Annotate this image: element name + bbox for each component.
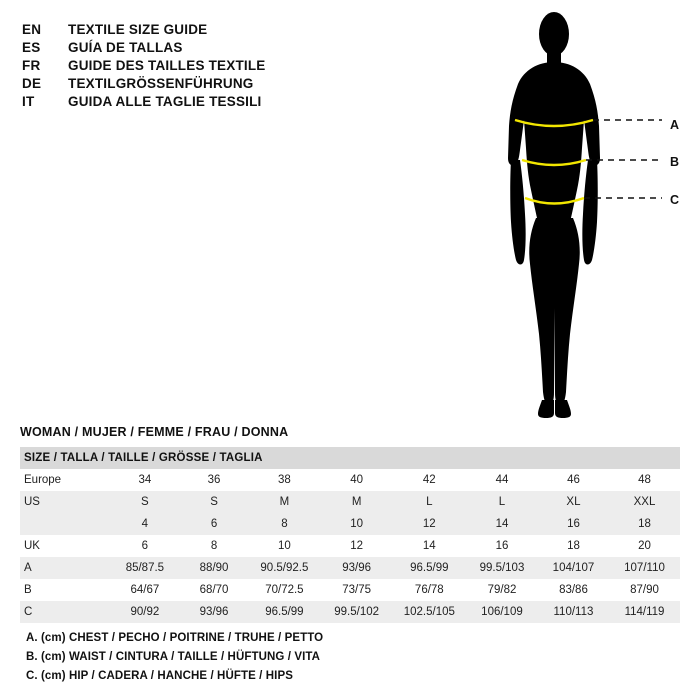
cell: 6 bbox=[110, 535, 180, 557]
measure-label-b: B bbox=[670, 155, 680, 169]
cell: XL bbox=[538, 491, 609, 513]
language-title-fr: GUIDE DES TAILLES TEXTILE bbox=[68, 58, 266, 73]
row-label: B bbox=[20, 579, 110, 601]
legend-line-b: B. (cm) WAIST / CINTURA / TAILLE / HÜFTUNG / VITA bbox=[26, 651, 321, 663]
language-row-en bbox=[22, 22, 442, 37]
cell: 93/96 bbox=[321, 557, 393, 579]
row-label: C bbox=[20, 601, 110, 623]
language-code-es: ES bbox=[22, 40, 41, 55]
cell: M bbox=[321, 491, 393, 513]
table-row bbox=[20, 469, 680, 491]
cell: 87/90 bbox=[609, 579, 680, 601]
table-header-label: SIZE / TALLA / TAILLE / GRÖSSE / TAGLIA bbox=[20, 447, 680, 469]
language-code-en: EN bbox=[22, 22, 42, 37]
cell: 70/72.5 bbox=[248, 579, 321, 601]
cell: 99.5/103 bbox=[466, 557, 538, 579]
cell: 46 bbox=[538, 469, 609, 491]
measurement-legend bbox=[26, 632, 666, 689]
language-row-de bbox=[22, 76, 442, 91]
cell: 14 bbox=[466, 513, 538, 535]
cell: 10 bbox=[248, 535, 321, 557]
cell: 8 bbox=[248, 513, 321, 535]
cell: M bbox=[248, 491, 321, 513]
cell: 44 bbox=[466, 469, 538, 491]
row-label: A bbox=[20, 557, 110, 579]
cell: 96.5/99 bbox=[393, 557, 466, 579]
cell: XXL bbox=[609, 491, 680, 513]
table-row bbox=[20, 579, 680, 601]
cell: 68/70 bbox=[180, 579, 248, 601]
cell: 48 bbox=[609, 469, 680, 491]
language-title-de: TEXTILGRÖSSENFÜHRUNG bbox=[68, 76, 254, 91]
cell: 18 bbox=[609, 513, 680, 535]
table-section-title: WOMAN / MUJER / FEMME / FRAU / DONNA bbox=[20, 425, 289, 439]
row-label: UK bbox=[20, 535, 110, 557]
cell: 90/92 bbox=[110, 601, 180, 623]
cell: 102.5/105 bbox=[393, 601, 466, 623]
cell: 4 bbox=[110, 513, 180, 535]
cell: S bbox=[110, 491, 180, 513]
cell: 83/86 bbox=[538, 579, 609, 601]
measure-label-a: A bbox=[670, 118, 680, 132]
cell: 34 bbox=[110, 469, 180, 491]
table-header-row bbox=[20, 447, 680, 469]
size-table-section bbox=[20, 425, 680, 623]
language-code-fr: FR bbox=[22, 58, 41, 73]
cell: 36 bbox=[180, 469, 248, 491]
language-row-es bbox=[22, 40, 442, 55]
silhouette-icon bbox=[448, 8, 688, 428]
cell: 106/109 bbox=[466, 601, 538, 623]
cell: 107/110 bbox=[609, 557, 680, 579]
cell: 16 bbox=[466, 535, 538, 557]
cell: 90.5/92.5 bbox=[248, 557, 321, 579]
row-label: Europe bbox=[20, 469, 110, 491]
language-title-it: GUIDA ALLE TAGLIE TESSILI bbox=[68, 94, 262, 109]
cell: 14 bbox=[393, 535, 466, 557]
cell: 76/78 bbox=[393, 579, 466, 601]
cell: L bbox=[393, 491, 466, 513]
cell: 96.5/99 bbox=[248, 601, 321, 623]
female-silhouette-figure bbox=[448, 8, 688, 428]
legend-line-a: A. (cm) CHEST / PECHO / POITRINE / TRUHE / PETTO bbox=[26, 632, 324, 644]
cell: 79/82 bbox=[466, 579, 538, 601]
row-label: US bbox=[20, 491, 110, 513]
cell: 88/90 bbox=[180, 557, 248, 579]
cell: 42 bbox=[393, 469, 466, 491]
cell: 73/75 bbox=[321, 579, 393, 601]
cell: 16 bbox=[538, 513, 609, 535]
cell: 6 bbox=[180, 513, 248, 535]
table-row bbox=[20, 535, 680, 557]
language-title-es: GUÍA DE TALLAS bbox=[68, 40, 183, 55]
row-label bbox=[20, 513, 110, 535]
cell: 85/87.5 bbox=[110, 557, 180, 579]
cell: 64/67 bbox=[110, 579, 180, 601]
cell: 99.5/102 bbox=[321, 601, 393, 623]
language-row-it bbox=[22, 94, 442, 109]
language-code-it: IT bbox=[22, 94, 35, 109]
language-code-de: DE bbox=[22, 76, 42, 91]
cell: 20 bbox=[609, 535, 680, 557]
table-row bbox=[20, 601, 680, 623]
cell: 114/119 bbox=[609, 601, 680, 623]
cell: 12 bbox=[393, 513, 466, 535]
table-row bbox=[20, 557, 680, 579]
legend-line-c: C. (cm) HIP / CADERA / HANCHE / HÜFTE / HIPS bbox=[26, 670, 294, 682]
table-row bbox=[20, 513, 680, 535]
measure-label-c: C bbox=[670, 193, 680, 207]
cell: S bbox=[180, 491, 248, 513]
cell: 104/107 bbox=[538, 557, 609, 579]
cell: 8 bbox=[180, 535, 248, 557]
size-table bbox=[20, 447, 680, 623]
language-title-en: TEXTILE SIZE GUIDE bbox=[68, 22, 208, 37]
cell: 18 bbox=[538, 535, 609, 557]
cell: 93/96 bbox=[180, 601, 248, 623]
table-row bbox=[20, 491, 680, 513]
cell: 12 bbox=[321, 535, 393, 557]
language-title-list bbox=[22, 22, 442, 112]
cell: 110/113 bbox=[538, 601, 609, 623]
cell: 10 bbox=[321, 513, 393, 535]
cell: L bbox=[466, 491, 538, 513]
language-row-fr bbox=[22, 58, 442, 73]
cell: 40 bbox=[321, 469, 393, 491]
cell: 38 bbox=[248, 469, 321, 491]
